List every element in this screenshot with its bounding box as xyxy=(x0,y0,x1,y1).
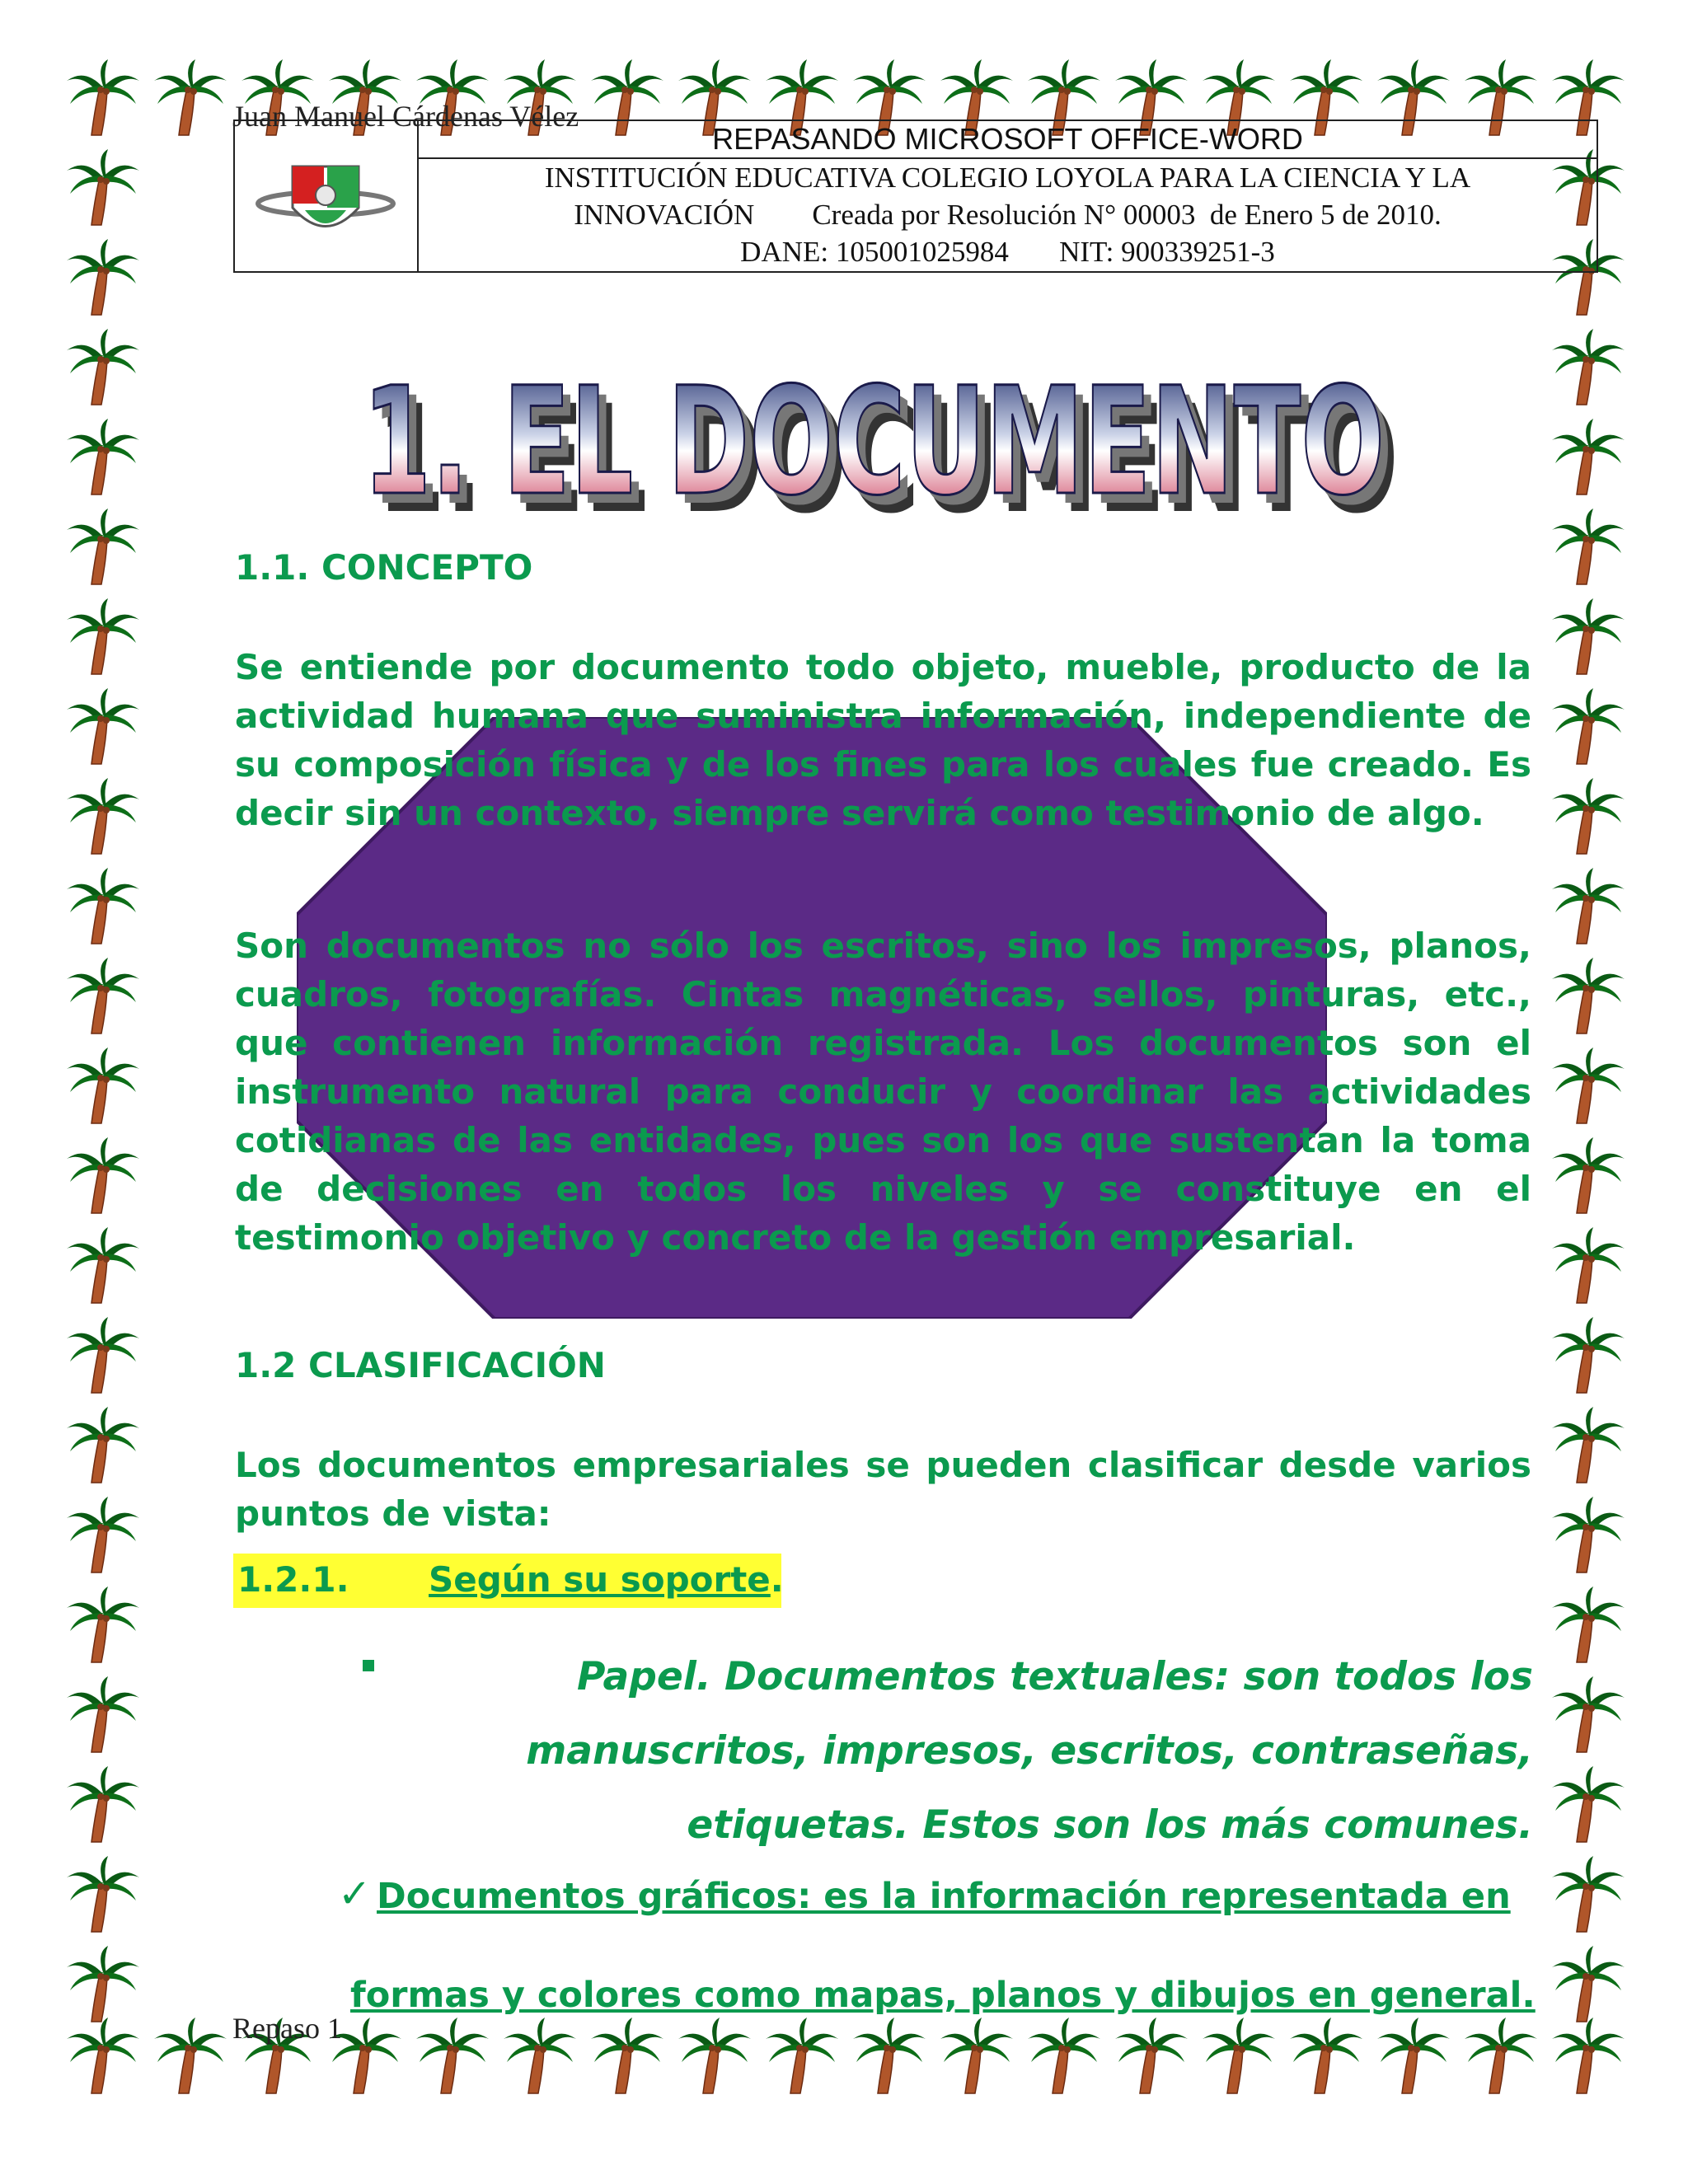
papel-item: Papel. Documentos textuales: son todos los manuscritos, impresos, escritos, contraseñas, etiquetas. Estos son los más comunes. xyxy=(526,1654,1533,1848)
palm-tree-icon xyxy=(1552,1856,1625,1932)
palm-tree-icon xyxy=(67,1946,139,2022)
svg-text:1. EL DOCUMENTO: 1. EL DOCUMENTO xyxy=(377,374,1399,546)
footer-text: Repaso 1 xyxy=(232,2012,342,2045)
palm-tree-icon xyxy=(154,59,227,135)
palm-tree-icon xyxy=(416,2018,489,2093)
school-crest-icon xyxy=(235,121,417,271)
institution-line-3: DANE: 105001025984 NIT: 900339251-3 xyxy=(740,236,1275,268)
palm-tree-icon xyxy=(1552,1227,1625,1303)
concepto-paragraph-1: Se entiende por documento todo objeto, mueble, producto de la actividad humana que suministra información, independiente de su composición física y de los fines para los cuales fue creado. Es decir sin un contexto, siempre servirá como testimonio de algo. xyxy=(235,647,1531,833)
palm-tree-icon xyxy=(67,239,139,315)
institution-line-1: INSTITUCIÓN EDUCATIVA COLEGIO LOYOLA PARA LA CIENCIA Y LA xyxy=(544,162,1471,194)
palm-tree-icon xyxy=(1552,1766,1625,1842)
palm-tree-icon xyxy=(1552,958,1625,1033)
checkmark-icon: ✓ xyxy=(338,1871,372,1917)
graficos-line-2: formas y colores como mapas, planos y dibujos en general. xyxy=(350,1975,1536,2016)
palm-tree-icon xyxy=(1552,688,1625,764)
palm-tree-icon xyxy=(1290,2018,1362,2093)
square-bullet-icon xyxy=(363,1660,374,1671)
palm-tree-icon xyxy=(67,1586,139,1662)
palm-tree-icon xyxy=(67,1856,139,1932)
palm-tree-icon xyxy=(67,419,139,494)
palm-tree-icon xyxy=(678,2018,751,2093)
logo-cell xyxy=(235,121,419,271)
palm-tree-icon xyxy=(67,329,139,405)
palm-tree-icon xyxy=(154,2018,227,2093)
palm-tree-icon xyxy=(1552,1586,1625,1662)
palm-tree-icon xyxy=(766,2018,838,2093)
section-heading-clasificacion: 1.2 CLASIFICACIÓN xyxy=(235,1345,606,1385)
palm-tree-icon xyxy=(1552,509,1625,584)
svg-text:1. EL DOCUMENTO: 1. EL DOCUMENTO xyxy=(371,366,1393,538)
concepto-paragraph-2: Son documentos no sólo los escritos, sino los impresos, planos, cuadros, fotografías. Cintas magnéticas, sellos, pinturas, etc., que contienen información registrada. Los documentos son el instrumento natural para conducir y coordinar las actividades cotidianas de las entidades, pues son los que sustentan la toma de decisiones en todos los niveles y se constituye en el testimonio objetivo y concreto de la gestión empresarial. xyxy=(235,926,1531,1258)
palm-tree-icon xyxy=(1552,1676,1625,1752)
palm-tree-icon xyxy=(1552,329,1625,405)
palm-tree-icon xyxy=(1552,1047,1625,1123)
palm-tree-icon xyxy=(1115,2018,1188,2093)
palm-tree-icon xyxy=(1203,2018,1275,2093)
palm-tree-icon xyxy=(67,958,139,1033)
palm-tree-icon xyxy=(504,2018,576,2093)
palm-tree-icon xyxy=(67,868,139,944)
institution-info xyxy=(419,159,1597,271)
palm-tree-icon xyxy=(1552,419,1625,494)
palm-tree-icon xyxy=(67,509,139,584)
header-table xyxy=(233,120,1598,273)
palm-tree-icon xyxy=(67,1766,139,1842)
subsection-number: 1.2.1. xyxy=(237,1559,349,1600)
palm-tree-icon xyxy=(67,688,139,764)
palm-tree-icon xyxy=(67,1137,139,1213)
palm-tree-icon xyxy=(1552,1137,1625,1213)
subsection-label: Según su soporte. xyxy=(429,1559,784,1600)
wordart-title xyxy=(330,346,1434,560)
institution-line-2: INNOVACIÓN Creada por Resolución N° 00003 de Enero 5 de 2010. xyxy=(574,199,1442,231)
palm-tree-icon xyxy=(67,1047,139,1123)
palm-tree-icon xyxy=(1552,598,1625,674)
wordart-text: 1. EL DOCUMENTO xyxy=(363,356,1385,528)
palm-tree-icon xyxy=(1465,2018,1537,2093)
palm-tree-icon xyxy=(1552,2018,1625,2093)
palm-tree-icon xyxy=(67,1317,139,1393)
palm-tree-icon xyxy=(940,2018,1013,2093)
document-title: REPASANDO MICROSOFT OFFICE-WORD xyxy=(419,121,1597,159)
palm-tree-icon xyxy=(1552,868,1625,944)
palm-tree-icon xyxy=(67,1676,139,1752)
palm-tree-icon xyxy=(1552,1407,1625,1483)
author-name: Juan Manuel Cárdenas Vélez xyxy=(232,100,579,133)
palm-tree-icon xyxy=(67,1227,139,1303)
palm-tree-icon xyxy=(67,59,139,135)
palm-tree-icon xyxy=(591,2018,663,2093)
clasificacion-intro: Los documentos empresariales se pueden clasificar desde varios puntos de vista: xyxy=(235,1445,1531,1534)
palm-tree-icon xyxy=(1552,1317,1625,1393)
palm-tree-icon xyxy=(67,149,139,225)
palm-tree-icon xyxy=(67,2018,139,2093)
palm-tree-icon xyxy=(1028,2018,1100,2093)
palm-tree-icon xyxy=(67,1497,139,1572)
palm-tree-icon xyxy=(1552,1946,1625,2022)
palm-tree-icon xyxy=(67,598,139,674)
palm-tree-icon xyxy=(67,1407,139,1483)
graficos-line-1: Documentos gráficos: es la información representada en xyxy=(377,1876,1511,1917)
palm-tree-icon xyxy=(1377,2018,1450,2093)
palm-tree-icon xyxy=(1552,1497,1625,1572)
palm-tree-icon xyxy=(1552,778,1625,854)
section-heading-concepto: 1.1. CONCEPTO xyxy=(235,547,533,588)
palm-tree-icon xyxy=(853,2018,926,2093)
palm-tree-icon xyxy=(67,778,139,854)
